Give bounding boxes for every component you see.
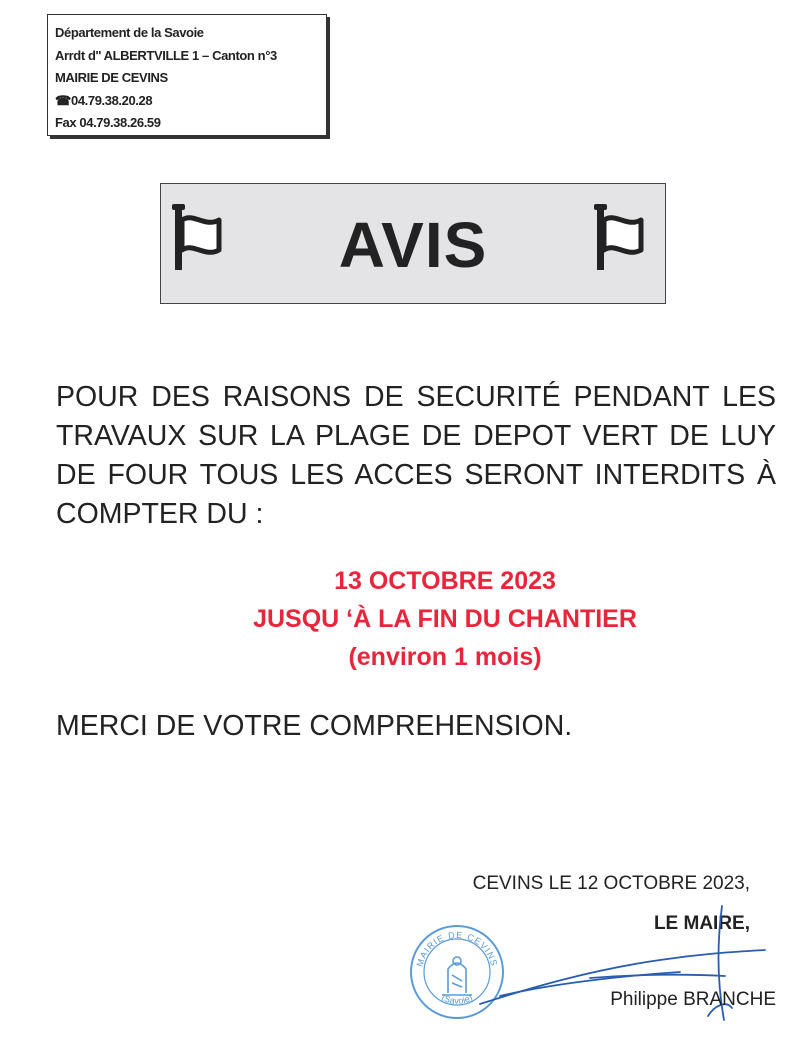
telephone-icon: ☎ bbox=[55, 92, 71, 108]
signer-name: Philippe BRANCHE bbox=[610, 989, 776, 1010]
mairie-seal-stamp bbox=[408, 923, 506, 1021]
phone-number: 04.79.38.20.28 bbox=[71, 92, 153, 108]
notice-paragraph: POUR DES RAISONS DE SECURITÉ PENDANT LES TRAVAUX SUR LA PLAGE DE DEPOT VERT DE LUY DE FOUR TOUS LES ACCES SERONT INTERDITS À COMPTER DU : bbox=[56, 381, 776, 530]
closure-duration: (environ 1 mois) bbox=[348, 643, 542, 671]
closure-start-date: 13 OCTOBRE 2023 bbox=[334, 567, 556, 595]
mayor-title: LE MAIRE, bbox=[653, 913, 750, 934]
place-date: CEVINS LE 12 OCTOBRE 2023, bbox=[472, 873, 750, 894]
closure-period bbox=[0, 562, 796, 676]
phone-line bbox=[55, 90, 326, 113]
mairie-name: MAIRIE DE CEVINS bbox=[55, 70, 168, 85]
arrondissement-line: Arrdt d'' ALBERTVILLE 1 – Canton n°3 bbox=[55, 47, 277, 63]
closure-until-line: JUSQU ‘À LA FIN DU CHANTIER bbox=[253, 605, 637, 633]
notice-title: AVIS bbox=[338, 209, 488, 281]
department-name: Département de la Savoie bbox=[55, 25, 204, 40]
mairie-header-box bbox=[47, 14, 327, 136]
thanks-line: MERCI DE VOTRE COMPREHENSION. bbox=[56, 710, 573, 742]
svg-text:MAIRIE DE CEVINS: MAIRIE DE CEVINS bbox=[414, 929, 500, 968]
fax-line: Fax 04.79.38.26.59 bbox=[55, 115, 161, 130]
svg-text:(Savoie): (Savoie) bbox=[439, 992, 475, 1006]
flag-icon bbox=[589, 198, 659, 278]
avis-banner bbox=[160, 183, 666, 304]
